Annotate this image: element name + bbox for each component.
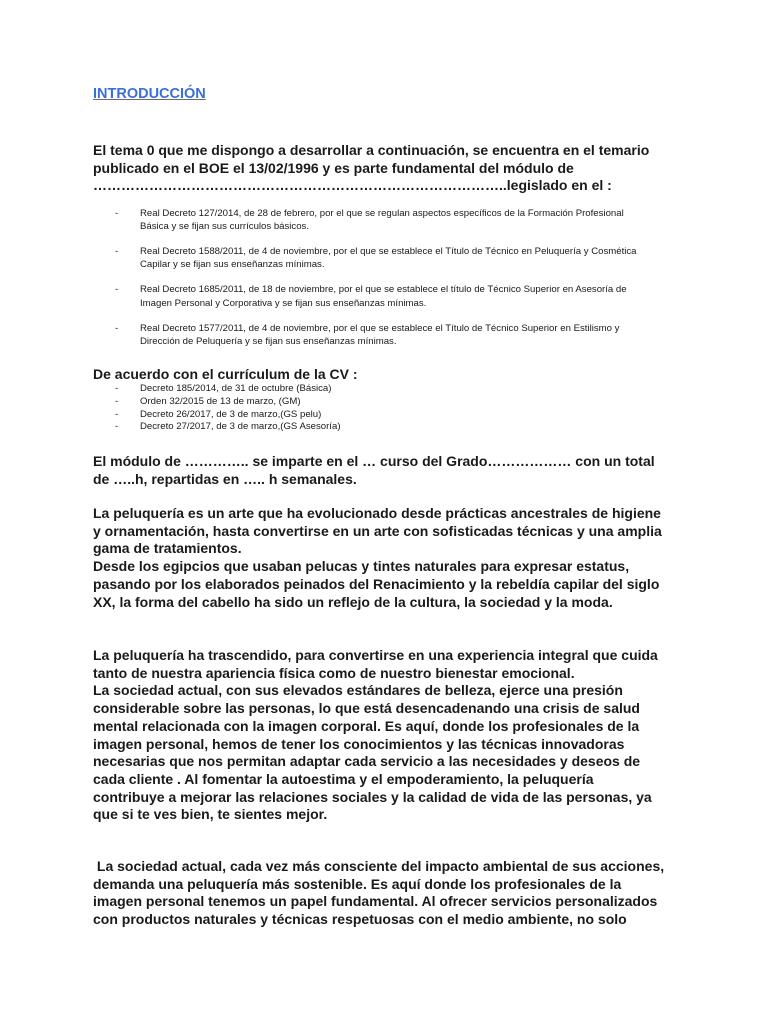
cv-item-text: Decreto 185/2014, de 31 de octubre (Básica): [140, 383, 332, 394]
paragraph-line: considerable sobre las personas, lo que está desencadenando una crisis de salud: [93, 700, 640, 717]
paragraph-line: contribuye a mejorar las relaciones sociales y la calidad de vida de las personas, ya: [93, 788, 652, 805]
decree-line: Imagen Personal y Corporativa y se fijan sus enseñanzas mínimas.: [140, 297, 427, 309]
paragraph-line: tanto de nuestra apariencia física como de nuestro bienestar emocional.: [93, 664, 575, 681]
decree-line: Capilar y se fijan sus enseñanzas mínimas.: [140, 259, 325, 271]
introduction-heading: INTRODUCCIÓN: [93, 86, 206, 102]
cv-heading: [93, 366, 683, 384]
paragraph-line: demanda una peluquería más sostenible. Es aquí donde los profesionales de la: [93, 875, 622, 892]
decree-item: [115, 322, 675, 349]
list-dash: -: [115, 284, 119, 296]
list-dash: -: [115, 383, 119, 394]
decree-item: [115, 283, 675, 310]
cv-decree-list: [115, 383, 341, 434]
cv-item: [115, 396, 341, 409]
paragraph-line: La peluquería ha trascendido, para convertirse en una experiencia integral que cuida: [93, 647, 658, 663]
decree-line: Real Decreto 1577/2011, de 4 de noviembre, por el que se establece el Título de Técnico Superior en Estilismo y: [140, 322, 620, 334]
list-dash: -: [115, 421, 119, 433]
decree-item: [115, 207, 675, 234]
paragraph-line: gama de tratamientos.: [93, 540, 242, 557]
list-dash: -: [115, 208, 119, 219]
decree-line: Básica y se fijan sus currículos básicos.: [140, 221, 310, 233]
module-line: El módulo de ………….. se imparte en el … curso del Grado……………… con un total: [93, 453, 655, 469]
intro-paragraph: [93, 142, 683, 195]
cv-item-text: Decreto 26/2017, de 3 de marzo,(GS pelu): [140, 408, 322, 420]
intro-line: ……………………………………………………………………………..legislado en el :: [93, 177, 612, 194]
cv-item: [115, 383, 341, 396]
paragraph-line: pasando por los elaborados peinados del Renacimiento y la rebeldía capilar del siglo: [93, 575, 660, 592]
list-dash: -: [115, 395, 119, 407]
list-dash: -: [115, 408, 119, 420]
cv-heading-text: De acuerdo con el currículum de la CV :: [93, 366, 358, 382]
paragraph-line: XX, la forma del cabello ha sido un reflejo de la cultura, la sociedad y la moda.: [93, 593, 613, 610]
list-dash: -: [115, 246, 119, 258]
cv-item: [115, 421, 341, 434]
paragraph-line: La sociedad actual, cada vez más consciente del impacto ambiental de sus acciones,: [93, 858, 665, 874]
decree-item: [115, 245, 675, 272]
royal-decree-list: [115, 207, 675, 348]
module-paragraph: [93, 453, 683, 488]
paragraph-line: necesarias que nos permitan adaptar cada servicio a las necesidades y deseos de: [93, 753, 641, 770]
cv-item: [115, 409, 341, 422]
paragraph-line: cada cliente . Al fomentar la autoestima y el empoderamiento, la peluquería: [93, 770, 594, 787]
sustainability-paragraph: [93, 858, 683, 929]
decree-line: Real Decreto 1588/2011, de 4 de noviembre, por el que se establece el Título de Técnico en Peluquería y Cosmética: [140, 246, 637, 258]
paragraph-line: imagen personal tenemos un papel fundamental. Al ofrecer servicios personalizados: [93, 893, 658, 910]
paragraph-line: con productos naturales y técnicas respetuosas con el medio ambiente, no solo: [93, 911, 627, 928]
intro-line: publicado en el BOE el 13/02/1996 y es parte fundamental del módulo de: [93, 159, 574, 176]
history-paragraph: [93, 505, 683, 611]
paragraph-line: y ornamentación, hasta convertirse en un arte con sofisticadas técnicas y una amplia: [93, 522, 662, 539]
decree-line: Real Decreto 127/2014, de 28 de febrero, por el que se regulan aspectos específicos de la Formación Profesional: [140, 208, 624, 219]
decree-line: Dirección de Peluquería y se fijan sus enseñanzas mínimas.: [140, 335, 397, 347]
paragraph-line: imagen personal, hemos de tener los conocimientos y las técnicas innovadoras: [93, 735, 625, 752]
paragraph-line: La peluquería es un arte que ha evolucionado desde prácticas ancestrales de higiene: [93, 505, 661, 521]
paragraph-line: Desde los egipcios que usaban pelucas y tintes naturales para expresar estatus,: [93, 558, 630, 575]
paragraph-line: La sociedad actual, con sus elevados estándares de belleza, ejerce una presión: [93, 682, 623, 699]
list-dash: -: [115, 322, 119, 334]
paragraph-line: mental relacionada con la imagen corporal. Es aquí, donde los profesionales de la: [93, 717, 640, 734]
module-line: de …..h, repartidas en ….. h semanales.: [93, 470, 357, 487]
wellbeing-paragraph: [93, 647, 683, 824]
paragraph-line: que si te ves bien, te sientes mejor.: [93, 806, 328, 823]
cv-item-text: Decreto 27/2017, de 3 de marzo,(GS Asesoría): [140, 421, 341, 433]
cv-item-text: Orden 32/2015 de 13 de marzo, (GM): [140, 395, 301, 407]
intro-line: El tema 0 que me dispongo a desarrollar a continuación, se encuentra en el temario: [93, 142, 650, 158]
decree-line: Real Decreto 1685/2011, de 18 de noviembre, por el que se establece el título de Técnico Superior en Asesoría de: [140, 284, 627, 296]
